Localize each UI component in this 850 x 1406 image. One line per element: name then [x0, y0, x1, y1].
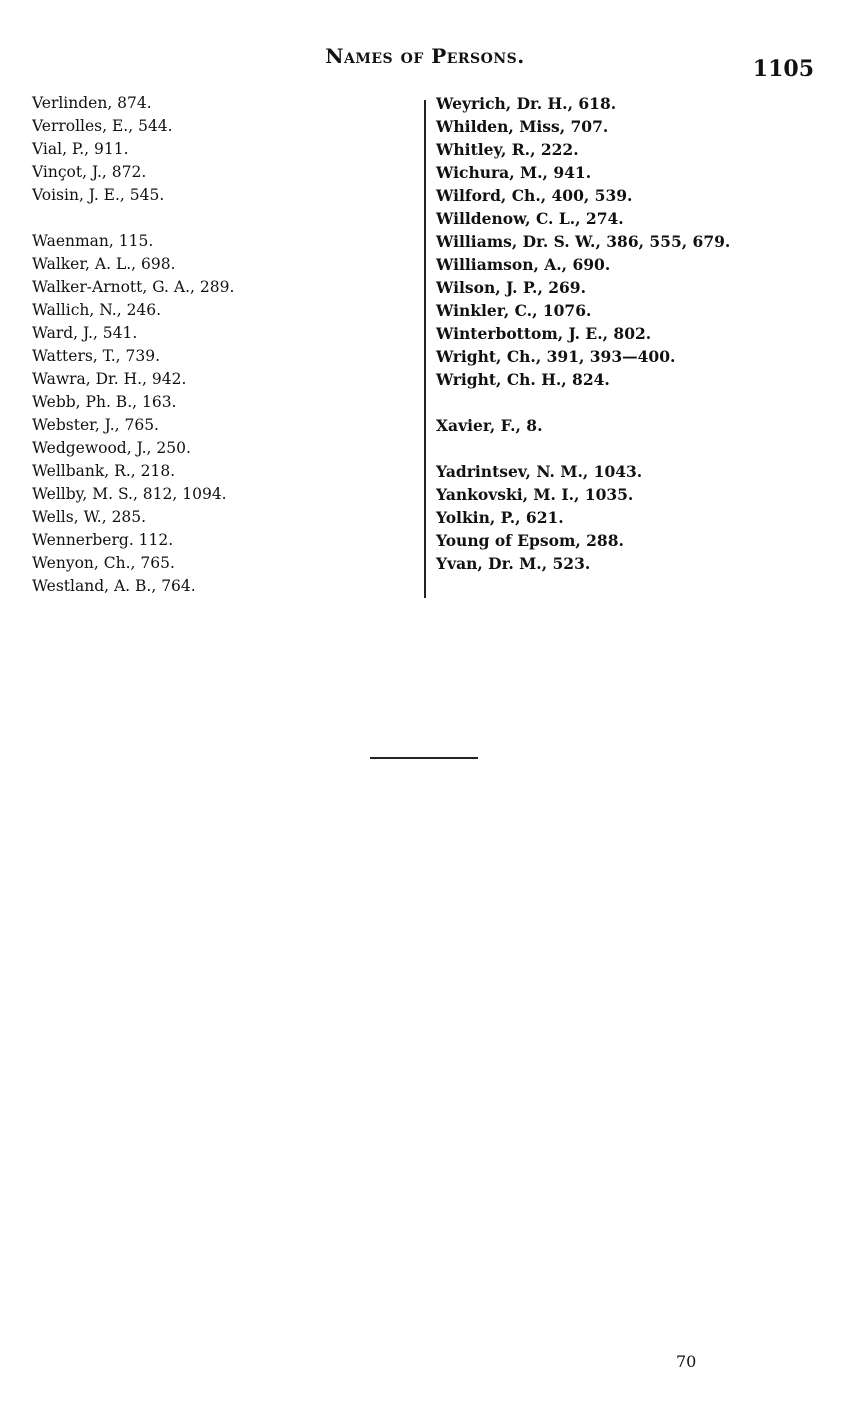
index-entry: Weyrich, Dr. H., 618. — [436, 94, 617, 113]
running-head: Names of Persons. — [325, 44, 525, 68]
index-entry: Vinçot, J., 872. — [32, 163, 147, 181]
index-entry: Winterbottom, J. E., 802. — [436, 324, 652, 343]
index-entry: Williamson, A., 690. — [436, 255, 611, 274]
end-rule — [370, 757, 478, 759]
index-entry: Watters, T., 739. — [32, 347, 161, 365]
index-entry: Whitley, R., 222. — [436, 140, 579, 159]
index-entry: Vial, P., 911. — [32, 140, 129, 158]
index-entry: Wichura, M., 941. — [436, 163, 592, 182]
index-entry: Walker-Arnott, G. A., 289. — [32, 278, 235, 296]
index-entry: Verlinden, 874. — [32, 94, 152, 112]
index-entry: Wenyon, Ch., 765. — [32, 554, 175, 572]
index-entry: Ward, J., 541. — [32, 324, 138, 342]
index-entry: Willdenow, C. L., 274. — [436, 209, 624, 228]
index-entry: Williams, Dr. S. W., 386, 555, 679. — [436, 232, 731, 251]
index-entry: Xavier, F., 8. — [436, 416, 543, 435]
index-entry: Wennerberg. 112. — [32, 531, 174, 549]
index-entry: Wright, Ch., 391, 393—400. — [436, 347, 676, 366]
index-entry: Wellbank, R., 218. — [32, 462, 176, 480]
index-entry: Wedgewood, J., 250. — [32, 439, 191, 457]
index-entry: Wilson, J. P., 269. — [436, 278, 586, 297]
index-entry: Yadrintsev, N. M., 1043. — [436, 462, 643, 481]
index-entry: Young of Epsom, 288. — [436, 531, 624, 550]
index-column-left — [32, 92, 412, 598]
index-entry: Yankovski, M. I., 1035. — [436, 485, 634, 504]
index-entry: Wawra, Dr. H., 942. — [32, 370, 187, 388]
index-entry: Yolkin, P., 621. — [436, 508, 564, 527]
index-entry: Wellby, M. S., 812, 1094. — [32, 485, 227, 503]
index-entry: Wells, W., 285. — [32, 508, 147, 526]
group-spacer — [436, 391, 836, 414]
index-entry: Waenman, 115. — [32, 232, 154, 250]
index-entry: Wright, Ch. H., 824. — [436, 370, 610, 389]
index-entry: Walker, A. L., 698. — [32, 255, 176, 273]
index-entry: Wallich, N., 246. — [32, 301, 162, 319]
index-entry: Winkler, C., 1076. — [436, 301, 592, 320]
index-entry: Yvan, Dr. M., 523. — [436, 554, 591, 573]
index-column-right — [436, 92, 836, 575]
index-entry: Webb, Ph. B., 163. — [32, 393, 177, 411]
group-spacer — [436, 437, 836, 460]
signature-mark: 70 — [676, 1352, 697, 1371]
index-entry: Verrolles, E., 544. — [32, 117, 173, 135]
index-entry: Westland, A. B., 764. — [32, 577, 196, 595]
group-spacer — [32, 207, 412, 230]
index-entry: Voisin, J. E., 545. — [32, 186, 165, 204]
index-entry: Webster, J., 765. — [32, 416, 159, 434]
index-entry: Whilden, Miss, 707. — [436, 117, 609, 136]
column-divider — [424, 100, 426, 598]
page-number: 1105 — [752, 56, 814, 82]
index-entry: Wilford, Ch., 400, 539. — [436, 186, 633, 205]
